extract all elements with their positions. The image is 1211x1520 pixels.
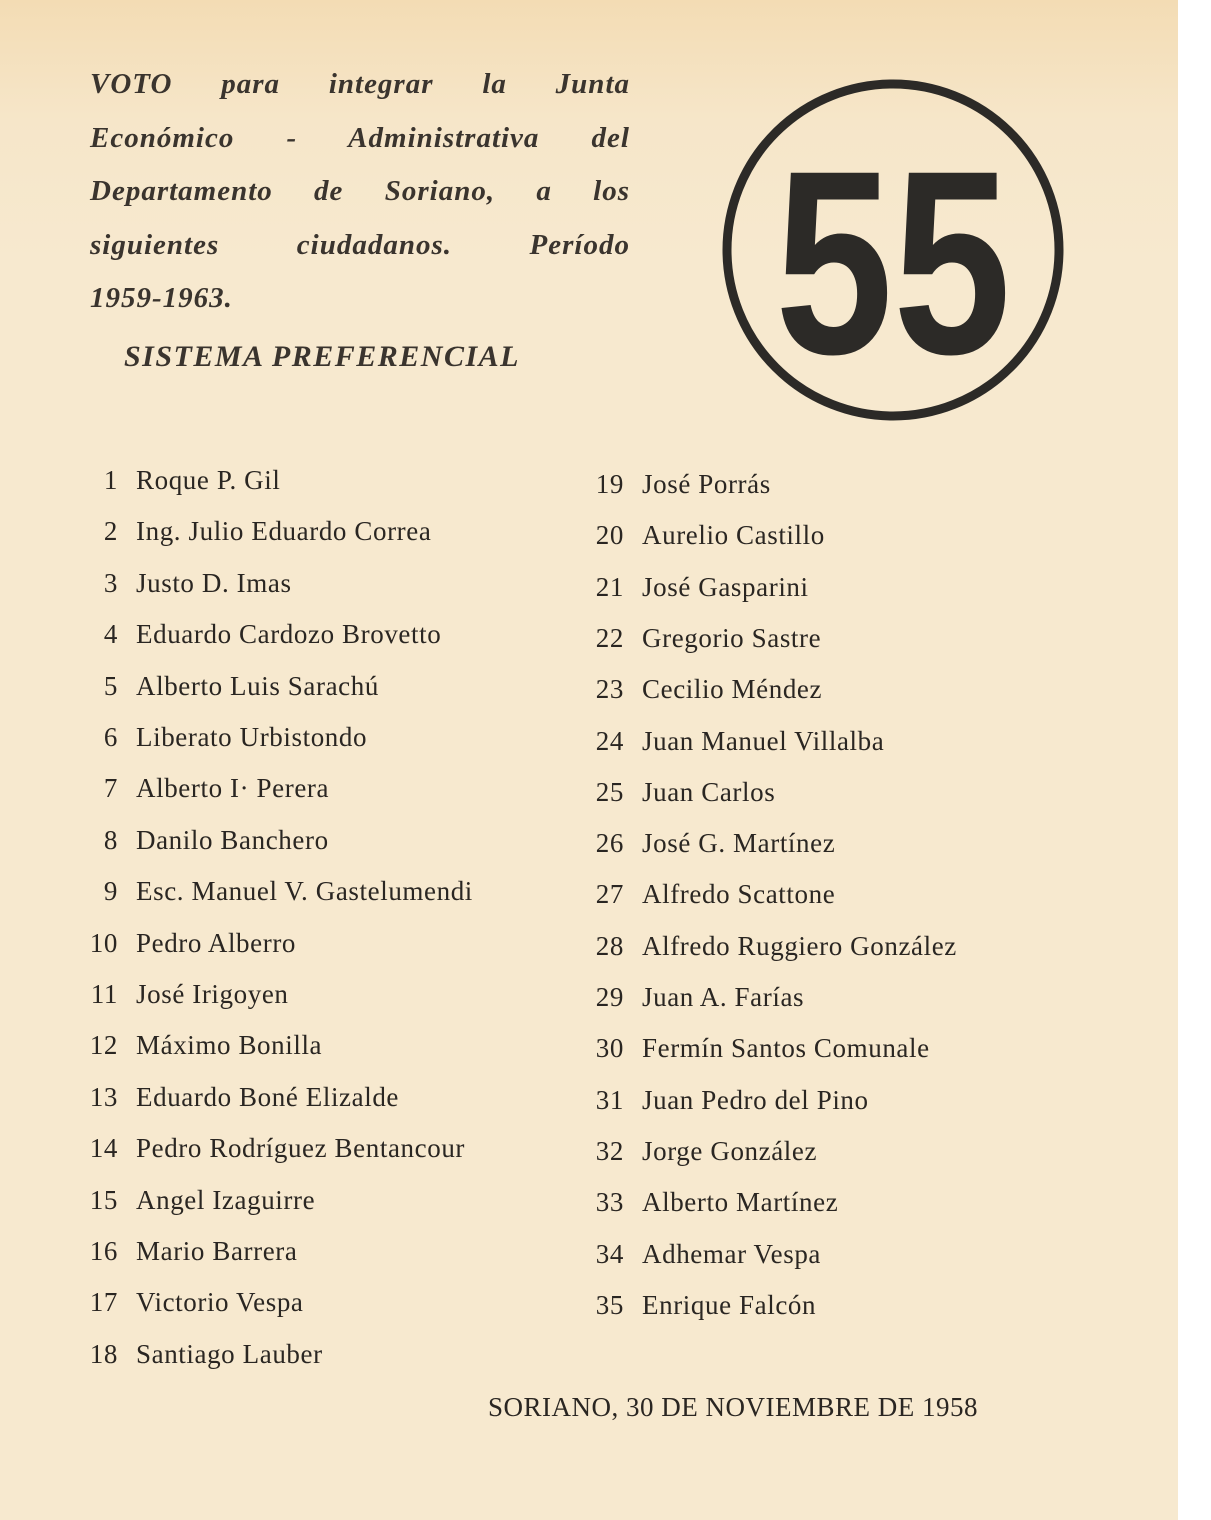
candidate-row (78, 1236, 297, 1276)
candidate-row (584, 674, 822, 714)
candidate-row (584, 777, 775, 817)
candidate-number: 16 (89, 1236, 118, 1266)
candidate-name: Santiago Lauber (136, 1338, 323, 1369)
candidate-row (584, 982, 804, 1022)
candidate-number: 6 (103, 722, 118, 752)
candidate-row (78, 876, 473, 916)
candidate-name: Eduardo Cardozo Brovetto (136, 619, 442, 650)
candidate-name: Justo D. Imas (136, 567, 292, 598)
candidate-name: Roque P. Gil (136, 465, 281, 495)
candidate-row (584, 623, 821, 663)
candidate-name: Adhemar Vespa (642, 1238, 822, 1269)
candidate-name: Alfredo Ruggiero González (642, 930, 957, 961)
heading-line: Económico - Administrativa del (90, 121, 630, 154)
candidate-row (78, 825, 329, 865)
candidate-number: 20 (595, 520, 624, 551)
candidate-number: 2 (103, 516, 118, 547)
candidate-number: 17 (89, 1287, 118, 1318)
candidate-name: José G. Martínez (642, 828, 836, 859)
candidate-row (78, 1287, 304, 1327)
candidate-number: 19 (595, 469, 624, 499)
heading-line: siguientes ciudadanos. Período (90, 228, 630, 261)
candidate-number: 5 (103, 670, 118, 701)
candidate-number: 35 (595, 1289, 624, 1320)
candidate-number: 1 (103, 465, 118, 495)
list-number-stamp (720, 77, 1066, 423)
candidate-number: 4 (103, 619, 118, 650)
heading-line: 1959-1963. (90, 282, 233, 314)
candidate-number: 8 (103, 824, 118, 855)
heading-line: Departamento de Soriano, a los (90, 175, 630, 207)
candidate-row (584, 572, 809, 612)
candidate-row (78, 465, 280, 505)
candidate-name: Ing. Julio Eduardo Correa (136, 516, 432, 547)
scan-margin (1178, 0, 1211, 1520)
candidate-row (584, 1136, 817, 1176)
candidate-name: Mario Barrera (136, 1236, 298, 1266)
candidate-number: 22 (595, 622, 624, 653)
candidate-name: Aurelio Castillo (642, 520, 825, 551)
candidate-number: 13 (89, 1081, 118, 1112)
candidate-name: Angel Izaguirre (136, 1184, 316, 1215)
candidate-row (78, 619, 441, 659)
candidate-row (584, 469, 771, 509)
candidate-name: Eduardo Boné Elizalde (136, 1081, 400, 1112)
candidate-row (584, 1085, 869, 1125)
candidate-row (584, 879, 835, 919)
candidate-number: 23 (595, 674, 624, 705)
candidate-row (78, 671, 379, 711)
candidate-name: Juan Pedro del Pino (642, 1084, 869, 1115)
candidate-number: 33 (595, 1187, 624, 1218)
candidate-number: 27 (595, 879, 624, 910)
candidate-name: Juan Manuel Villalba (642, 725, 885, 756)
candidate-row (584, 726, 884, 766)
candidate-row (584, 1290, 816, 1330)
candidate-name: Alfredo Scattone (642, 879, 836, 910)
candidate-number: 30 (595, 1033, 624, 1064)
candidate-row (584, 1187, 838, 1227)
candidate-row (584, 520, 825, 560)
candidate-row (78, 516, 431, 556)
candidate-row (78, 773, 329, 813)
candidate-row (78, 928, 296, 968)
candidate-number: 9 (103, 876, 118, 907)
voting-system-label: SISTEMA PREFERENCIAL (124, 340, 520, 373)
candidate-number: 25 (595, 776, 624, 807)
candidate-number: 29 (595, 982, 624, 1012)
candidate-row (78, 1133, 465, 1173)
candidate-name: Danilo Banchero (136, 824, 329, 855)
footer-date: SORIANO, 30 DE NOVIEMBRE DE 1958 (488, 1392, 978, 1422)
candidate-number: 3 (103, 567, 118, 598)
candidate-name: Enrique Falcón (642, 1289, 817, 1320)
candidate-name: Fermín Santos Comunale (642, 1033, 930, 1064)
candidate-number: 11 (90, 979, 118, 1009)
candidate-name: José Porrás (642, 469, 771, 499)
candidate-name: Alberto Luis Sarachú (136, 670, 379, 701)
candidate-name: Juan A. Farías (642, 982, 805, 1012)
candidate-name: Pedro Alberro (136, 927, 297, 958)
candidate-name: Máximo Bonilla (136, 1030, 323, 1061)
candidate-row (584, 1033, 930, 1073)
candidate-name: Esc. Manuel V. Gastelumendi (136, 876, 473, 907)
candidate-name: Juan Carlos (642, 776, 776, 807)
candidate-row (584, 931, 957, 971)
candidate-name: Pedro Rodríguez Bentancour (136, 1133, 466, 1164)
candidate-row (78, 979, 289, 1019)
candidate-number: 26 (595, 828, 624, 859)
candidate-row (78, 722, 367, 762)
candidate-number: 32 (595, 1135, 624, 1166)
candidate-name: José Gasparini (642, 571, 809, 602)
candidate-number: 24 (595, 725, 624, 756)
candidate-name: Cecilio Méndez (642, 674, 823, 705)
candidate-number: 28 (595, 930, 624, 961)
heading-line: VOTO para integrar la Junta (90, 68, 630, 100)
candidate-name: Jorge González (642, 1135, 818, 1166)
candidate-name: Alberto I· Perera (136, 773, 330, 804)
candidate-number: 15 (89, 1184, 118, 1215)
candidate-row (584, 1239, 821, 1279)
candidate-row (78, 568, 292, 608)
list-number-text: 55 (775, 116, 1011, 409)
candidate-row (78, 1030, 322, 1070)
candidate-name: Liberato Urbistondo (136, 722, 368, 752)
candidate-row (78, 1339, 323, 1379)
candidate-row (78, 1185, 315, 1225)
candidate-number: 34 (595, 1238, 624, 1269)
candidate-number: 18 (89, 1338, 118, 1369)
candidate-number: 10 (89, 927, 118, 958)
candidate-number: 7 (103, 773, 118, 804)
candidate-number: 21 (595, 571, 624, 602)
candidate-number: 31 (595, 1084, 624, 1115)
ballot-heading (90, 58, 630, 326)
candidate-number: 14 (89, 1133, 118, 1164)
candidate-row (78, 1082, 399, 1122)
candidate-name: Alberto Martínez (642, 1187, 839, 1218)
candidate-name: Victorio Vespa (136, 1287, 304, 1318)
candidate-number: 12 (89, 1030, 118, 1061)
candidate-row (584, 828, 835, 868)
candidate-name: Gregorio Sastre (642, 622, 822, 653)
candidate-name: José Irigoyen (136, 979, 289, 1009)
